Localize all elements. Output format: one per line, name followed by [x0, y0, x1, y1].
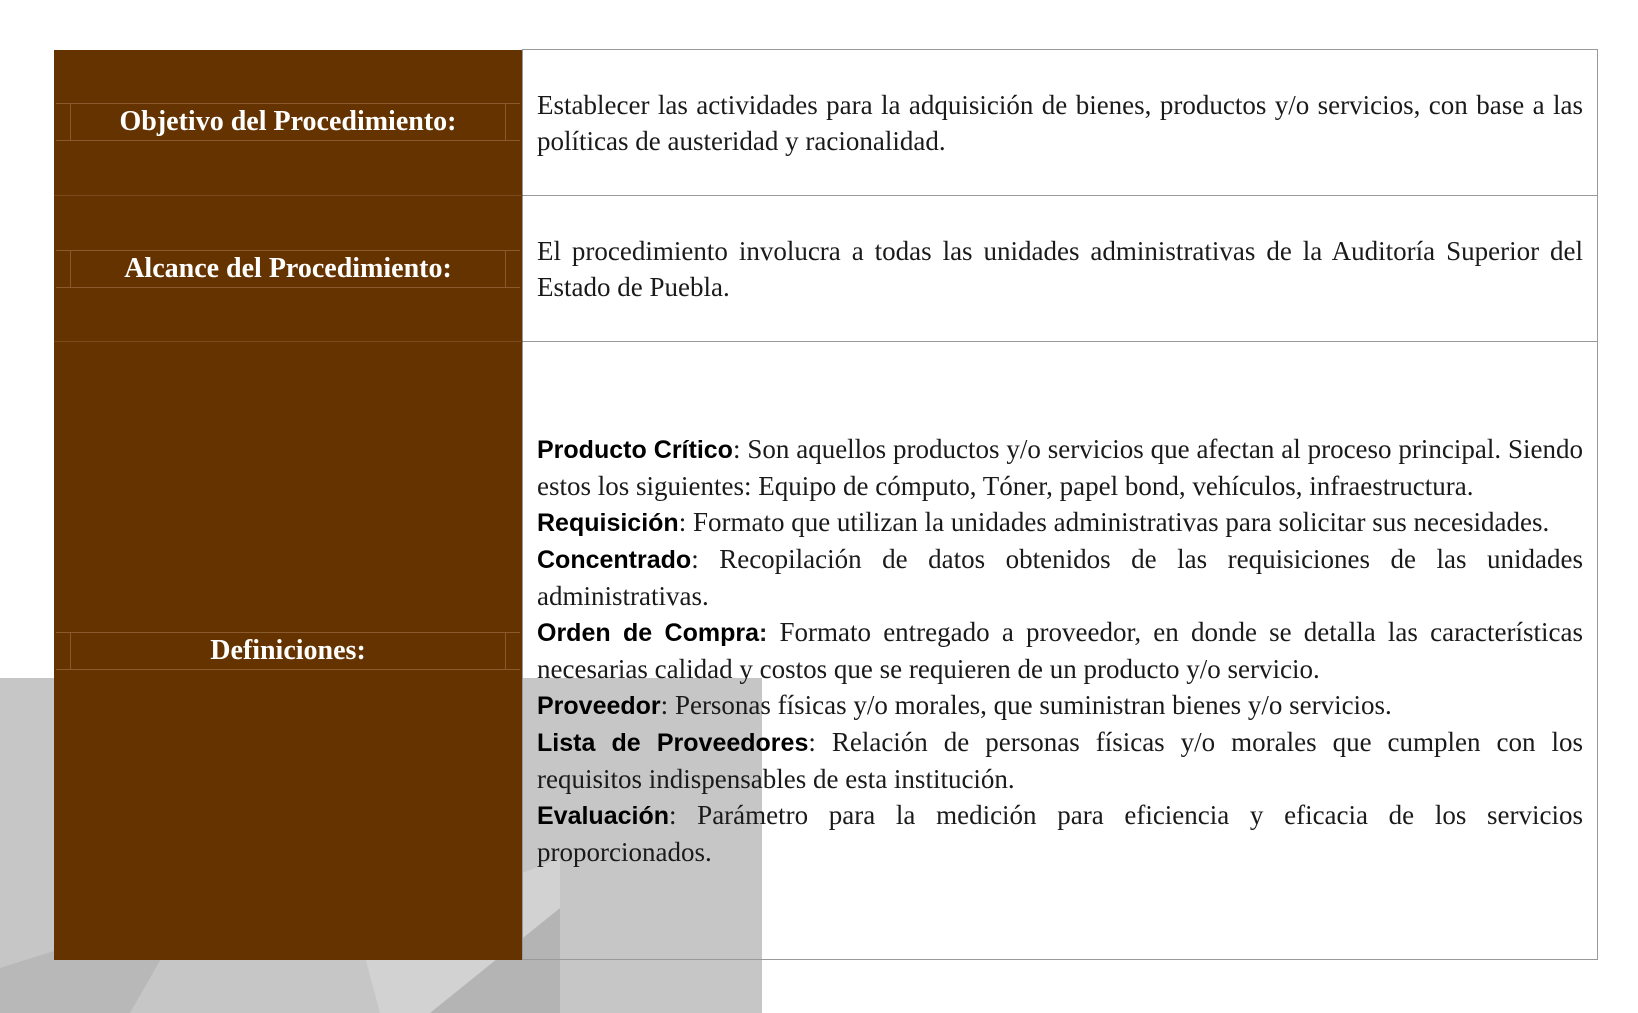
label-definiciones: Definiciones:: [56, 632, 520, 670]
row-alcance: [54, 196, 1598, 342]
definition-separator: :: [660, 690, 669, 720]
definition-item: [537, 797, 1583, 870]
definition-separator: :: [691, 544, 699, 574]
content-objetivo: Establecer las actividades para la adquisición de bienes, productos y/o servicios, con base a las políticas de austeridad y racionalidad.: [523, 50, 1598, 196]
definition-text: Formato entregado a proveedor, en donde se detalla las características necesarias calidad y costos que se requieren de un producto y/o servicio.: [537, 617, 1583, 684]
definition-item: [537, 724, 1583, 797]
row-definiciones: [54, 342, 1598, 960]
procedure-table: [54, 49, 1598, 960]
definition-term: Orden de Compra: [537, 619, 760, 647]
definition-text: Son aquellos productos y/o servicios que afectan al proceso principal. Siendo estos los siguientes: Equipo de cómputo, Tóner, papel bond, vehículos, infraestructura.: [537, 434, 1583, 501]
content-alcance: El procedimiento involucra a todas las unidades administrativas de la Auditoría Superior del Estado de Puebla.: [523, 196, 1598, 342]
definition-item: [537, 541, 1583, 614]
definition-term: Lista de Proveedores: [537, 729, 809, 757]
definition-text: Recopilación de datos obtenidos de las requisiciones de las unidades administrativas.: [537, 544, 1583, 611]
definition-term: Evaluación: [537, 802, 669, 830]
definition-term: Proveedor: [537, 692, 661, 720]
definition-separator: :: [759, 619, 768, 647]
definitions-list: [537, 431, 1583, 870]
label-cell-objetivo: [54, 50, 523, 196]
definition-item: [537, 614, 1583, 687]
definition-text: Parámetro para la medición para eficiencia y eficacia de los servicios proporcionados.: [537, 800, 1583, 867]
definition-separator: :: [808, 727, 816, 757]
label-objetivo: Objetivo del Procedimiento:: [56, 103, 520, 141]
definition-item: [537, 687, 1583, 724]
definition-separator: :: [678, 507, 687, 537]
definition-term: Requisición: [537, 509, 679, 537]
label-cell-alcance: [54, 196, 523, 342]
definition-term: Concentrado: [537, 546, 692, 574]
content-definiciones: [523, 342, 1598, 960]
definition-text: Personas físicas y/o morales, que suministran bienes y/o servicios.: [668, 690, 1392, 720]
row-objetivo: [54, 50, 1598, 196]
label-alcance: Alcance del Procedimiento:: [56, 250, 520, 288]
label-cell-definiciones: [54, 342, 523, 960]
definition-item: [537, 431, 1583, 504]
definition-text: Relación de personas físicas y/o morales que cumplen con los requisitos indispensables de esta institución.: [537, 727, 1583, 794]
definition-separator: :: [669, 800, 677, 830]
definition-item: [537, 504, 1583, 541]
definition-term: Producto Crítico: [537, 436, 733, 464]
definition-separator: :: [732, 434, 741, 464]
definition-text: Formato que utilizan la unidades administrativas para solicitar sus necesidades.: [686, 507, 1550, 537]
